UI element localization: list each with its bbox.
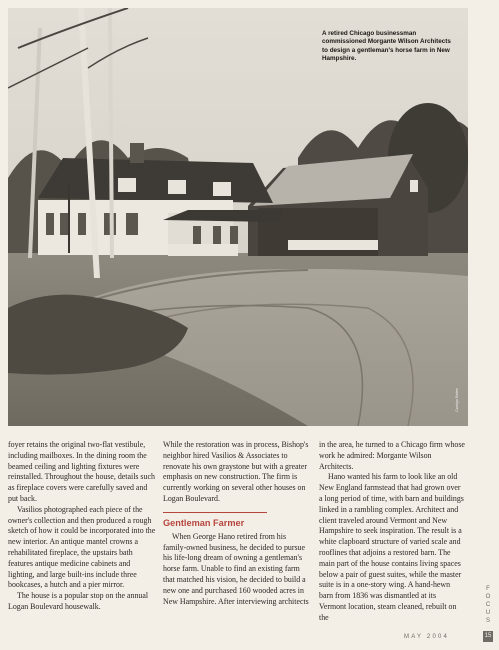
paragraph: foyer retains the original two-flat vestibule, including mailboxes. In the dining room the beamed ceiling and lighting fixtures were reinstalled. Throughout the house, details such as fireplace covers were carefully saved and put back. [8,440,155,503]
farmhouse-illustration [8,8,468,426]
section-tab [480,585,496,625]
section-letter: S [485,618,490,624]
text-column-1 [8,440,156,613]
text-column-2 [163,440,309,607]
paragraph: Hano wanted his farm to look like an old New England farmstead that had grown over a long period of time, with barn and buildings linked in a rambling complex. Architect and client traveled around Vermont and New Hampshire to seek inspiration. The result is a white clapboard structure of varied scale and rooflines that adjoins a restored barn. The main part of the house contains living spaces below a pair of guest suites, while the master suite is in a one-story wing. A hand-hewn barn from 1836 was dismantled at its Vermont location, steam cleaned, rebuilt on the [319,472,464,622]
farmhouse-photo [8,8,468,426]
section-letter: O [485,594,491,600]
photo-credit: Carolyn Bates [455,388,459,412]
section-divider [163,512,267,513]
paragraph: Vasilios photographed each piece of the owner's collection and then produced a rough sketch of how it could be incorporated into the new interior. An antique mantel crowns a rehabilitated fireplace, the upstairs bath features antique medicine cabinets and lighting, and large built-ins include three bookcases, a hutch and a pier mirror. [8,504,156,590]
photo-caption: A retired Chicago businessman commissioned Morgante Wilson Architects to design a gentleman's horse farm in New Hampshire. [322,30,451,62]
text-column-3 [319,440,465,624]
paragraph: in the area, he turned to a Chicago firm whose work he admired: Morgante Wilson Architects. [319,440,465,471]
paragraph: The house is a popular stop on the annual Logan Boulevard housewalk. [8,591,149,611]
section-letter: F [486,586,490,592]
paragraph: When George Hano retired from his family-owned business, he decided to pursue his life-long dream of owning a gentleman's horse farm. Unable to find an existing farm that matched his vision, he decided to build a new one and purchased 160 wooded acres in New Hampshire. After interviewing architects [163,531,309,606]
section-letter: C [485,602,491,608]
section-letter: U [485,610,491,616]
paragraph: While the restoration was in process, Bishop's neighbor hired Vasilios & Associates to renovate his own graystone but with a greater emphasis on new construction. The firm is currently working on several other houses on Logan Boulevard. [163,440,309,503]
issue-date: MAY 2004 [404,634,450,640]
section-subhead: Gentleman Farmer [163,517,245,528]
page-number: 15 [483,631,493,642]
